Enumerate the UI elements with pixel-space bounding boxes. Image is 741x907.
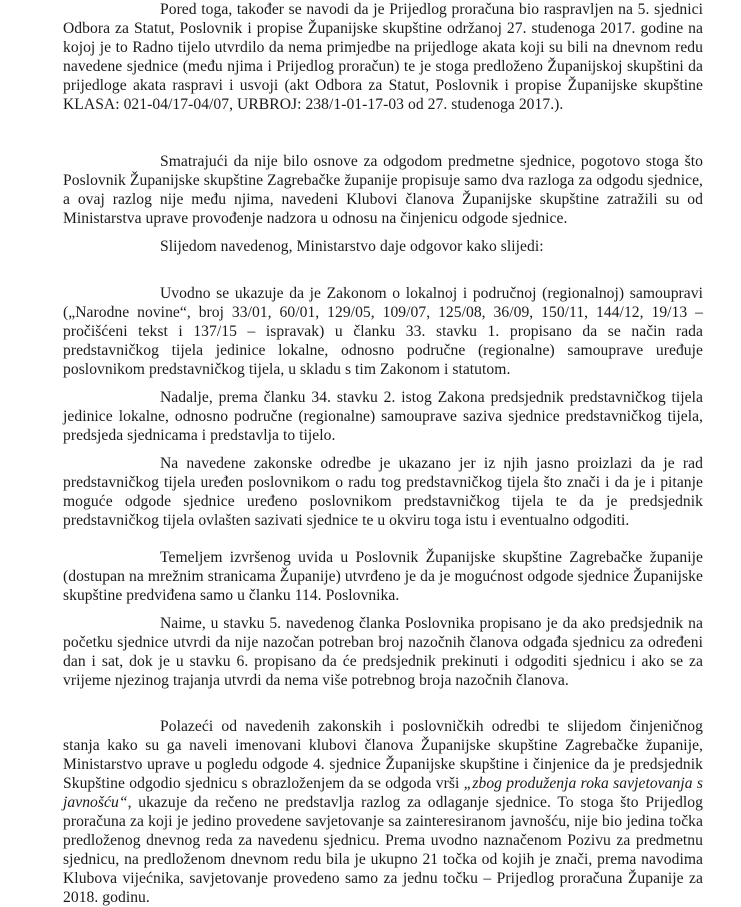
paragraph-6: Na navedene zakonske odredbe je ukazano jer iz njih jasno proizlazi da je rad predstavničkog tijela uređen poslovnikom o radu tog predstavničkog tijela što znači i da je i pitanje moguće odgode sjednice uređeno poslovnikom predstavničkog tijela te da je predsjednik predstavničkog tijela ovlašten sazivati sjednice te u okviru toga istu i eventualno odgoditi. (63, 455, 703, 529)
paragraph-9-text-before: Polazeći od navedenih zakonskih i poslovničkih odredbi te slijedom činjeničnog stanja kako su ga naveli imenovani klubovi članova Županijske skupštine Zagrebačke županije, Ministarstvo uprave u pogledu odgode 4. sjednice Županijske skupštine i činjenice da je predsjednik Skupštine odgodio sjednicu s obrazloženjem da se odgoda vrši (63, 718, 703, 792)
paragraph-8: Naime, u stavku 5. navedenog članka Poslovnika propisano je da ako predsjednik na početku sjednice utvrdi da nije nazočan potreban broj nazočnih članova odgađa sjednicu za određeni dan i sat, dok je u stavku 6. propisano da će predsjednik prekinuti i odgoditi sjednicu i ako se za vrijeme njezinog trajanja utvrdi da nema više potrebnog broja nazočnih članova. (63, 615, 703, 689)
paragraph-5: Nadalje, prema članku 34. stavku 2. istog Zakona predsjednik predstavničkog tijela jedinice lokalne, odnosno područne (regionalne) samouprave saziva sjednice predstavničkog tijela, predsjeda sjednicama i predstavlja to tijelo. (63, 389, 703, 444)
paragraph-9-text-after: , ukazuje da rečeno ne predstavlja razlog za odlaganje sjednice. To stoga što Prijedlog proračuna za koji je jedino provedene savjetovanje sa zainteresiranom javnošću, nije bio jedina točka predloženog dnevnog reda za navedenu sjednicu. Prema uvodno naznačenom Pozivu za predmetnu sjednicu, na predloženom dnevnom redu bila je ukupno 21 točka od kojih je znači, prema navodima Klubova vijećnika, savjetovanje provedeno samo za jednu točku – Prijedlog proračuna Županije za 2018. godinu. (63, 794, 703, 906)
paragraph-3: Slijedom navedenog, Ministarstvo daje odgovor kako slijedi: (160, 238, 544, 255)
paragraph-7: Temeljem izvršenog uvida u Poslovnik Županijske skupštine Zagrebačke županije (dostupan na mrežnim stranicama Županije) utvrđeno je da je mogućnost odgode sjednice Županijske skupštine predviđena samo u članku 114. Poslovnika. (63, 549, 703, 604)
paragraph-9-quote: „zbog produženja roka savjetovanja s javnošću“ (63, 775, 703, 811)
paragraph-9 (63, 717, 703, 907)
paragraph-1: Pored toga, također se navodi da je Prijedlog proračuna bio raspravljen na 5. sjednici Odbora za Statut, Poslovnik i propise Županijske skupštine održanoj 27. studenoga 2017. godine na kojoj je to Radno tijelo utvrdilo da nema primjedbe na prijedloge akata koji su bili na dnevnom redu navedene sjednice (među njima i Prijedlog proračun) te je stoga predloženo Županijskoj skupštini da prijedloge akata raspravi i usvoji (akt Odbora za Statut, Poslovnik i propise Županijske skupštine KLASA: 021-04/17-04/07, URBROJ: 238/1-01-17-03 od 27. studenoga 2017.). (63, 1, 703, 113)
paragraph-4: Uvodno se ukazuje da je Zakonom o lokalnoj i područnoj (regionalnoj) samoupravi („Narodne novine“, broj 33/01, 60/01, 129/05, 109/07, 125/08, 36/09, 150/11, 144/12, 19/13 – pročišćeni tekst i 137/15 – ispravak) u članku 33. stavku 1. propisano da se način rada predstavničkog tijela jedinice lokalne, odnosno područne (regionalne) samouprave uređuje poslovnikom predstavničkog tijela, u skladu s tim Zakonom i statutom. (63, 285, 703, 378)
paragraph-2: Smatrajući da nije bilo osnove za odgodom predmetne sjednice, pogotovo stoga što Poslovnik Županijske skupštine Zagrebačke županije propisuje samo dva razloga za odgodu sjednice, a ovaj razlog nije među njima, navedeni Klubovi članova Županijske skupštine zatražili su od Ministarstva uprave provođenje nadzora u odnosu na činjenicu odgode sjednice. (63, 153, 703, 227)
